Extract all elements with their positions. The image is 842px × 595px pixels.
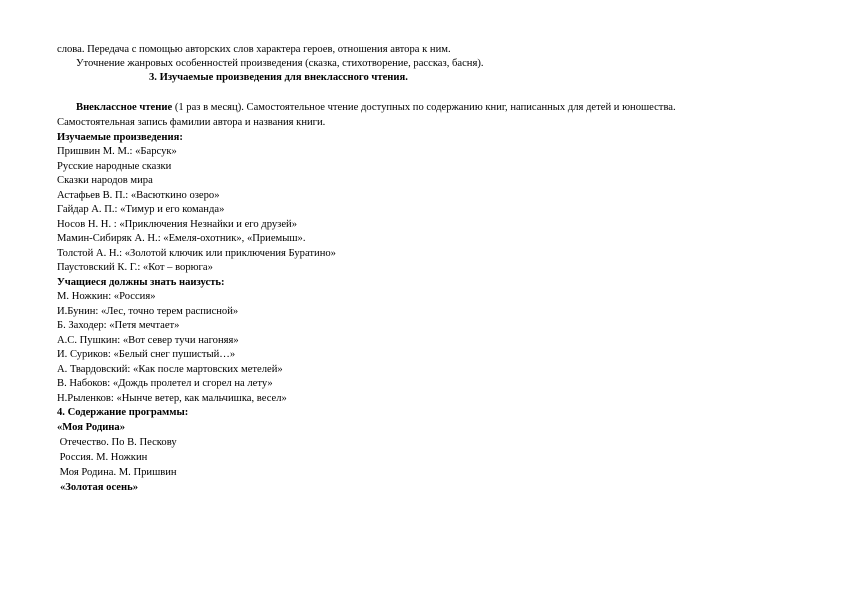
memorize-item: М. Ножкин: «Россия» [57, 291, 156, 302]
memorize-item: Н.Рыленков: «Нынче ветер, как мальчишка, весел» [57, 393, 287, 404]
studied-work-item: Носов Н. Н. : «Приключения Незнайки и его друзей» [57, 219, 298, 230]
memorize-item: Б. Заходер: «Петя мечтает» [57, 320, 180, 331]
studied-work-item: Гайдар А. П.: «Тимур и его команда» [57, 204, 225, 215]
studied-work-item: Русские народные сказки [57, 161, 172, 172]
memorize-item: А.С. Пушкин: «Вот север тучи нагоняя» [57, 335, 239, 346]
extracurricular-line-2: Самостоятельная запись фамилии автора и названия книги. [57, 117, 326, 128]
studied-work-item: Астафьев В. П.: «Васюткино озеро» [57, 190, 220, 201]
studied-work-item: Мамин-Сибиряк А. Н.: «Емеля-охотник», «Приемыш». [57, 233, 306, 244]
section-4-title: 4. Содержание программы: [57, 407, 189, 418]
memorize-item: А. Твардовский: «Как после мартовских метелей» [57, 364, 283, 375]
topic-title-golden-autumn: «Золотая осень» [60, 482, 138, 493]
studied-work-item: Пришвин М. М.: «Барсук» [57, 146, 177, 157]
studied-work-item: Паустовский К. Г.: «Кот – ворюга» [57, 262, 213, 273]
extracurricular-label: Внеклассное чтение [76, 102, 173, 113]
extracurricular-text: (1 раз в месяц). Самостоятельное чтение доступных по содержанию книг, написанных для детей и юношества. [172, 102, 676, 113]
extracurricular-paragraph [76, 101, 676, 115]
section-3-title: 3. Изучаемые произведения для внеклассного чтения. [149, 72, 408, 83]
memorize-item: И.Бунин: «Лес, точно терем расписной» [57, 306, 239, 317]
topic-item: Россия. М. Ножкин [57, 452, 148, 463]
topic-title-my-motherland: «Моя Родина» [57, 422, 125, 433]
topic-item: Отечество. По В. Пескову [57, 437, 177, 448]
studied-work-item: Сказки народов мира [57, 175, 153, 186]
studied-works-heading: Изучаемые произведения: [57, 132, 183, 143]
intro-line-2: Уточнение жанровых особенностей произведения (сказка, стихотворение, рассказ, басня). [76, 58, 484, 69]
studied-work-item: Толстой А. Н.: «Золотой ключик или приключения Буратино» [57, 248, 336, 259]
intro-line-1: слова. Передача с помощью авторских слов характера героев, отношения автора к ним. [57, 44, 451, 55]
memorize-item: И. Суриков: «Белый снег пушистый…» [57, 349, 236, 360]
topic-item: Моя Родина. М. Пришвин [57, 467, 177, 478]
memorize-item: В. Набоков: «Дождь пролетел и сгорел на лету» [57, 378, 273, 389]
memorize-heading: Учащиеся должны знать наизусть: [57, 277, 225, 288]
